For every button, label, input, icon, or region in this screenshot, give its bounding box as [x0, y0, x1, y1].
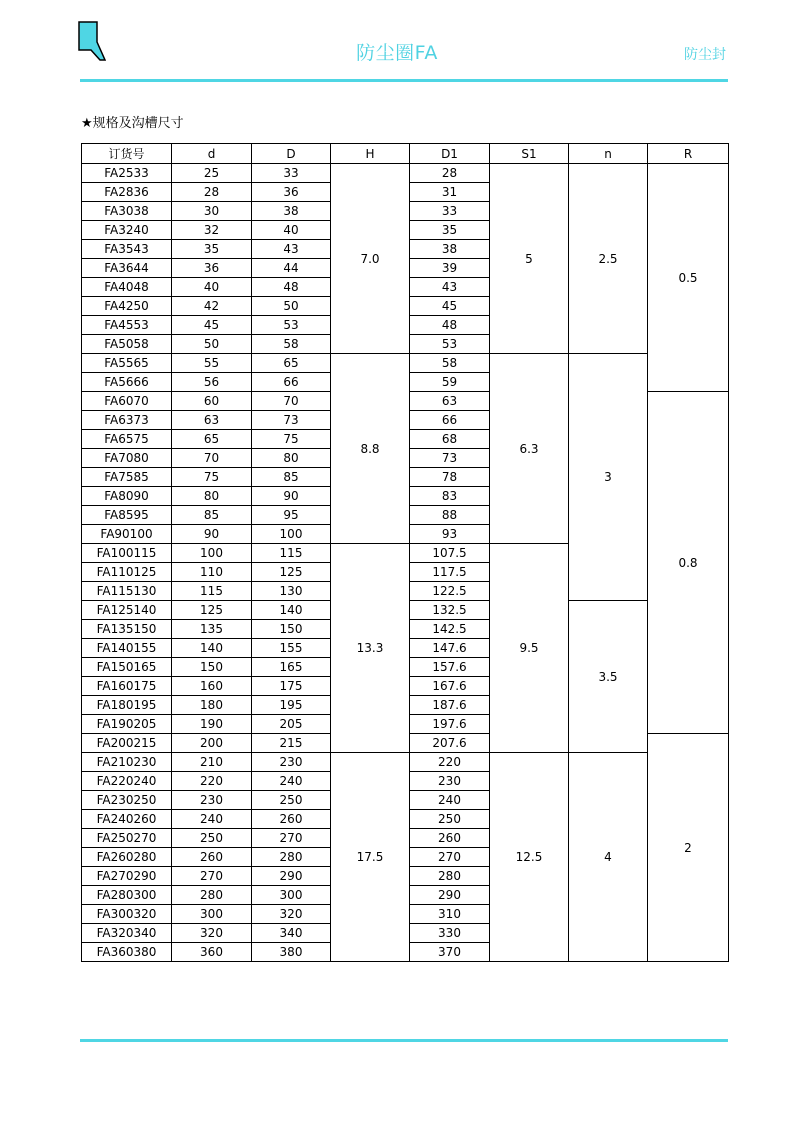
d1-cell: 147.6 [410, 639, 490, 658]
order-code-cell: FA230250 [82, 791, 172, 810]
order-code-cell: FA6575 [82, 430, 172, 449]
order-code-cell: FA200215 [82, 734, 172, 753]
column-header: S1 [490, 144, 569, 164]
order-code-cell: FA90100 [82, 525, 172, 544]
footer-rule [80, 1039, 728, 1042]
column-header: n [569, 144, 648, 164]
d-cell: 55 [172, 354, 252, 373]
order-code-cell: FA190205 [82, 715, 172, 734]
d-cell: 63 [172, 411, 252, 430]
order-code-cell: FA3038 [82, 202, 172, 221]
d-cell: 125 [252, 563, 331, 582]
d1-cell: 45 [410, 297, 490, 316]
d-cell: 135 [172, 620, 252, 639]
d-cell: 360 [172, 943, 252, 962]
table-header-row [82, 144, 729, 164]
merged-r-cell: 0.8 [648, 392, 729, 734]
d-cell: 75 [252, 430, 331, 449]
d-cell: 165 [252, 658, 331, 677]
d-cell: 73 [252, 411, 331, 430]
order-code-cell: FA8090 [82, 487, 172, 506]
d-cell: 340 [252, 924, 331, 943]
d-cell: 125 [172, 601, 252, 620]
spec-table [81, 143, 729, 962]
merged-h-cell: 8.8 [331, 354, 410, 544]
table-body [82, 164, 729, 962]
d1-cell: 59 [410, 373, 490, 392]
d-cell: 300 [252, 886, 331, 905]
d-cell: 270 [172, 867, 252, 886]
d-cell: 42 [172, 297, 252, 316]
d-cell: 150 [252, 620, 331, 639]
page-title: 防尘圈FA [356, 42, 438, 64]
d1-cell: 66 [410, 411, 490, 430]
d-cell: 240 [252, 772, 331, 791]
category-label: 防尘封 [684, 47, 726, 63]
d-cell: 44 [252, 259, 331, 278]
merged-r-cell: 0.5 [648, 164, 729, 392]
d-cell: 66 [252, 373, 331, 392]
d-cell: 205 [252, 715, 331, 734]
d-cell: 260 [252, 810, 331, 829]
order-code-cell: FA160175 [82, 677, 172, 696]
d-cell: 250 [172, 829, 252, 848]
d-cell: 215 [252, 734, 331, 753]
d-cell: 50 [172, 335, 252, 354]
d1-cell: 35 [410, 221, 490, 240]
merged-n-cell: 3.5 [569, 601, 648, 753]
d-cell: 155 [252, 639, 331, 658]
d-cell: 85 [252, 468, 331, 487]
d1-cell: 250 [410, 810, 490, 829]
order-code-cell: FA5058 [82, 335, 172, 354]
d-cell: 80 [172, 487, 252, 506]
order-code-cell: FA3240 [82, 221, 172, 240]
d1-cell: 310 [410, 905, 490, 924]
d-cell: 100 [252, 525, 331, 544]
d1-cell: 142.5 [410, 620, 490, 639]
d-cell: 56 [172, 373, 252, 392]
order-code-cell: FA270290 [82, 867, 172, 886]
order-code-cell: FA110125 [82, 563, 172, 582]
order-code-cell: FA360380 [82, 943, 172, 962]
order-code-cell: FA6373 [82, 411, 172, 430]
d-cell: 140 [172, 639, 252, 658]
d-cell: 90 [252, 487, 331, 506]
d1-cell: 107.5 [410, 544, 490, 563]
d1-cell: 207.6 [410, 734, 490, 753]
d-cell: 58 [252, 335, 331, 354]
d-cell: 280 [172, 886, 252, 905]
d1-cell: 83 [410, 487, 490, 506]
order-code-cell: FA2533 [82, 164, 172, 183]
d-cell: 32 [172, 221, 252, 240]
d1-cell: 58 [410, 354, 490, 373]
d-cell: 140 [252, 601, 331, 620]
d1-cell: 28 [410, 164, 490, 183]
d-cell: 220 [172, 772, 252, 791]
d-cell: 90 [172, 525, 252, 544]
d-cell: 230 [172, 791, 252, 810]
d1-cell: 39 [410, 259, 490, 278]
merged-n-cell: 3 [569, 354, 648, 601]
d-cell: 70 [252, 392, 331, 411]
d-cell: 65 [172, 430, 252, 449]
order-code-cell: FA3644 [82, 259, 172, 278]
order-code-cell: FA4250 [82, 297, 172, 316]
d-cell: 36 [252, 183, 331, 202]
table-row [82, 164, 729, 183]
column-header: D1 [410, 144, 490, 164]
d-cell: 200 [172, 734, 252, 753]
d-cell: 260 [172, 848, 252, 867]
d-cell: 40 [252, 221, 331, 240]
d1-cell: 240 [410, 791, 490, 810]
order-code-cell: FA8595 [82, 506, 172, 525]
merged-h-cell: 17.5 [331, 753, 410, 962]
header-rule [80, 79, 728, 82]
merged-h-cell: 7.0 [331, 164, 410, 354]
order-code-cell: FA3543 [82, 240, 172, 259]
d1-cell: 88 [410, 506, 490, 525]
order-code-cell: FA2836 [82, 183, 172, 202]
d-cell: 290 [252, 867, 331, 886]
order-code-cell: FA210230 [82, 753, 172, 772]
d1-cell: 157.6 [410, 658, 490, 677]
d-cell: 150 [172, 658, 252, 677]
d1-cell: 48 [410, 316, 490, 335]
merged-h-cell: 13.3 [331, 544, 410, 753]
merged-n-cell: 2.5 [569, 164, 648, 354]
column-header: 订货号 [82, 144, 172, 164]
order-code-cell: FA125140 [82, 601, 172, 620]
d-cell: 300 [172, 905, 252, 924]
d-cell: 38 [252, 202, 331, 221]
order-code-cell: FA115130 [82, 582, 172, 601]
order-code-cell: FA260280 [82, 848, 172, 867]
d1-cell: 68 [410, 430, 490, 449]
d1-cell: 280 [410, 867, 490, 886]
d1-cell: 33 [410, 202, 490, 221]
d1-cell: 370 [410, 943, 490, 962]
d-cell: 65 [252, 354, 331, 373]
d-cell: 240 [172, 810, 252, 829]
order-code-cell: FA7080 [82, 449, 172, 468]
d1-cell: 93 [410, 525, 490, 544]
d-cell: 45 [172, 316, 252, 335]
d-cell: 36 [172, 259, 252, 278]
column-header: D [252, 144, 331, 164]
d1-cell: 230 [410, 772, 490, 791]
order-code-cell: FA4048 [82, 278, 172, 297]
d1-cell: 78 [410, 468, 490, 487]
order-code-cell: FA300320 [82, 905, 172, 924]
d1-cell: 132.5 [410, 601, 490, 620]
d-cell: 270 [252, 829, 331, 848]
d-cell: 380 [252, 943, 331, 962]
d-cell: 95 [252, 506, 331, 525]
order-code-cell: FA100115 [82, 544, 172, 563]
d-cell: 160 [172, 677, 252, 696]
d1-cell: 38 [410, 240, 490, 259]
section-heading: ★规格及沟槽尺寸 [81, 116, 184, 131]
d-cell: 320 [172, 924, 252, 943]
column-header: d [172, 144, 252, 164]
d1-cell: 290 [410, 886, 490, 905]
merged-s1-cell: 6.3 [490, 354, 569, 544]
d-cell: 80 [252, 449, 331, 468]
order-code-cell: FA6070 [82, 392, 172, 411]
merged-s1-cell: 9.5 [490, 544, 569, 753]
d1-cell: 330 [410, 924, 490, 943]
order-code-cell: FA4553 [82, 316, 172, 335]
order-code-cell: FA320340 [82, 924, 172, 943]
d-cell: 210 [172, 753, 252, 772]
d-cell: 100 [172, 544, 252, 563]
d-cell: 230 [252, 753, 331, 772]
d-cell: 115 [252, 544, 331, 563]
d-cell: 35 [172, 240, 252, 259]
d1-cell: 270 [410, 848, 490, 867]
merged-s1-cell: 5 [490, 164, 569, 354]
d-cell: 195 [252, 696, 331, 715]
d-cell: 50 [252, 297, 331, 316]
d1-cell: 73 [410, 449, 490, 468]
d-cell: 30 [172, 202, 252, 221]
d1-cell: 53 [410, 335, 490, 354]
d-cell: 110 [172, 563, 252, 582]
d-cell: 43 [252, 240, 331, 259]
d-cell: 280 [252, 848, 331, 867]
order-code-cell: FA5666 [82, 373, 172, 392]
d1-cell: 187.6 [410, 696, 490, 715]
order-code-cell: FA250270 [82, 829, 172, 848]
d-cell: 25 [172, 164, 252, 183]
d1-cell: 43 [410, 278, 490, 297]
d-cell: 60 [172, 392, 252, 411]
order-code-cell: FA220240 [82, 772, 172, 791]
merged-s1-cell: 12.5 [490, 753, 569, 962]
d-cell: 28 [172, 183, 252, 202]
order-code-cell: FA5565 [82, 354, 172, 373]
d1-cell: 197.6 [410, 715, 490, 734]
d1-cell: 260 [410, 829, 490, 848]
d-cell: 190 [172, 715, 252, 734]
d1-cell: 167.6 [410, 677, 490, 696]
d-cell: 53 [252, 316, 331, 335]
d-cell: 85 [172, 506, 252, 525]
d-cell: 130 [252, 582, 331, 601]
d-cell: 70 [172, 449, 252, 468]
order-code-cell: FA140155 [82, 639, 172, 658]
order-code-cell: FA180195 [82, 696, 172, 715]
d-cell: 115 [172, 582, 252, 601]
d1-cell: 122.5 [410, 582, 490, 601]
order-code-cell: FA7585 [82, 468, 172, 487]
table-row [82, 753, 729, 772]
d1-cell: 220 [410, 753, 490, 772]
column-header: H [331, 144, 410, 164]
d-cell: 75 [172, 468, 252, 487]
order-code-cell: FA280300 [82, 886, 172, 905]
merged-n-cell: 4 [569, 753, 648, 962]
order-code-cell: FA135150 [82, 620, 172, 639]
d-cell: 48 [252, 278, 331, 297]
d-cell: 175 [252, 677, 331, 696]
d-cell: 250 [252, 791, 331, 810]
d1-cell: 31 [410, 183, 490, 202]
d-cell: 40 [172, 278, 252, 297]
d1-cell: 63 [410, 392, 490, 411]
merged-r-cell: 2 [648, 734, 729, 962]
column-header: R [648, 144, 729, 164]
table-row [82, 354, 729, 373]
d1-cell: 117.5 [410, 563, 490, 582]
order-code-cell: FA150165 [82, 658, 172, 677]
d-cell: 320 [252, 905, 331, 924]
d-cell: 180 [172, 696, 252, 715]
d-cell: 33 [252, 164, 331, 183]
order-code-cell: FA240260 [82, 810, 172, 829]
